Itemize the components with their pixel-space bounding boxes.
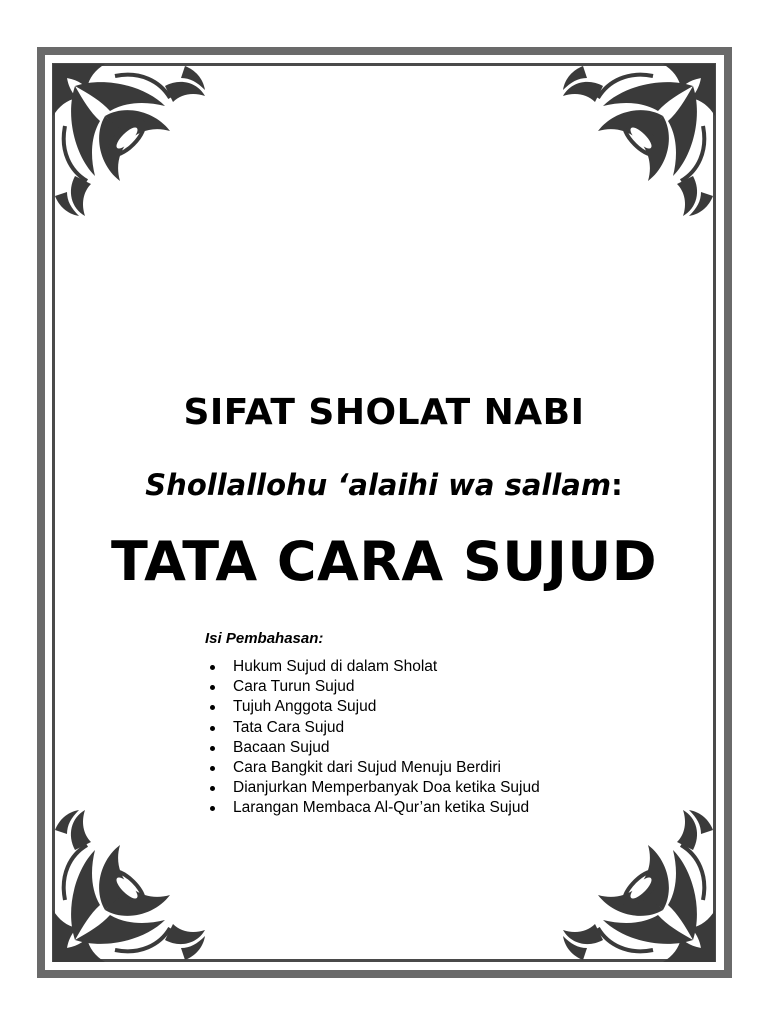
list-item-text: Tujuh Anggota Sujud bbox=[233, 698, 377, 716]
corner-ornament-top-left-icon bbox=[45, 56, 215, 226]
corner-ornament-bottom-right-icon bbox=[553, 800, 723, 970]
bullet-icon bbox=[210, 786, 215, 791]
list-item-text: Larangan Membaca Al-Qur’an ketika Sujud bbox=[233, 799, 530, 817]
list-item bbox=[205, 677, 625, 697]
list-item bbox=[205, 798, 625, 818]
bullet-icon bbox=[210, 665, 215, 670]
bullet-icon bbox=[210, 726, 215, 731]
list-item-text: Cara Turun Sujud bbox=[233, 678, 355, 696]
bullet-icon bbox=[210, 705, 215, 710]
subtitle-colon: : bbox=[611, 468, 623, 502]
list-item bbox=[205, 697, 625, 717]
list-item-text: Cara Bangkit dari Sujud Menuju Berdiri bbox=[233, 759, 501, 777]
table-of-contents bbox=[205, 630, 625, 819]
list-item-text: Bacaan Sujud bbox=[233, 738, 330, 756]
subtitle-text: Shollallohu ‘alaihi wa sallam bbox=[145, 468, 612, 502]
list-item-text: Dianjurkan Memperbanyak Doa ketika Sujud bbox=[233, 779, 540, 797]
bullet-icon bbox=[210, 766, 215, 771]
main-title: TATA CARA SUJUD bbox=[110, 530, 658, 593]
list-item bbox=[205, 657, 625, 677]
list-item bbox=[205, 758, 625, 778]
list-item-text: Hukum Sujud di dalam Sholat bbox=[233, 658, 438, 675]
bullet-icon bbox=[210, 685, 215, 690]
list-item bbox=[205, 778, 625, 798]
bullet-icon bbox=[210, 746, 215, 751]
list-item-text: Tata Cara Sujud bbox=[233, 718, 345, 736]
document-title: SIFAT SHOLAT NABI bbox=[183, 392, 585, 433]
corner-ornament-bottom-left-icon bbox=[45, 800, 215, 970]
corner-ornament-top-right-icon bbox=[553, 56, 723, 226]
list-item bbox=[205, 718, 625, 738]
toc-list bbox=[205, 657, 625, 819]
list-item bbox=[205, 738, 625, 758]
bullet-icon bbox=[210, 806, 215, 811]
document-subtitle bbox=[0, 468, 768, 502]
toc-heading: Isi Pembahasan: bbox=[205, 630, 324, 647]
